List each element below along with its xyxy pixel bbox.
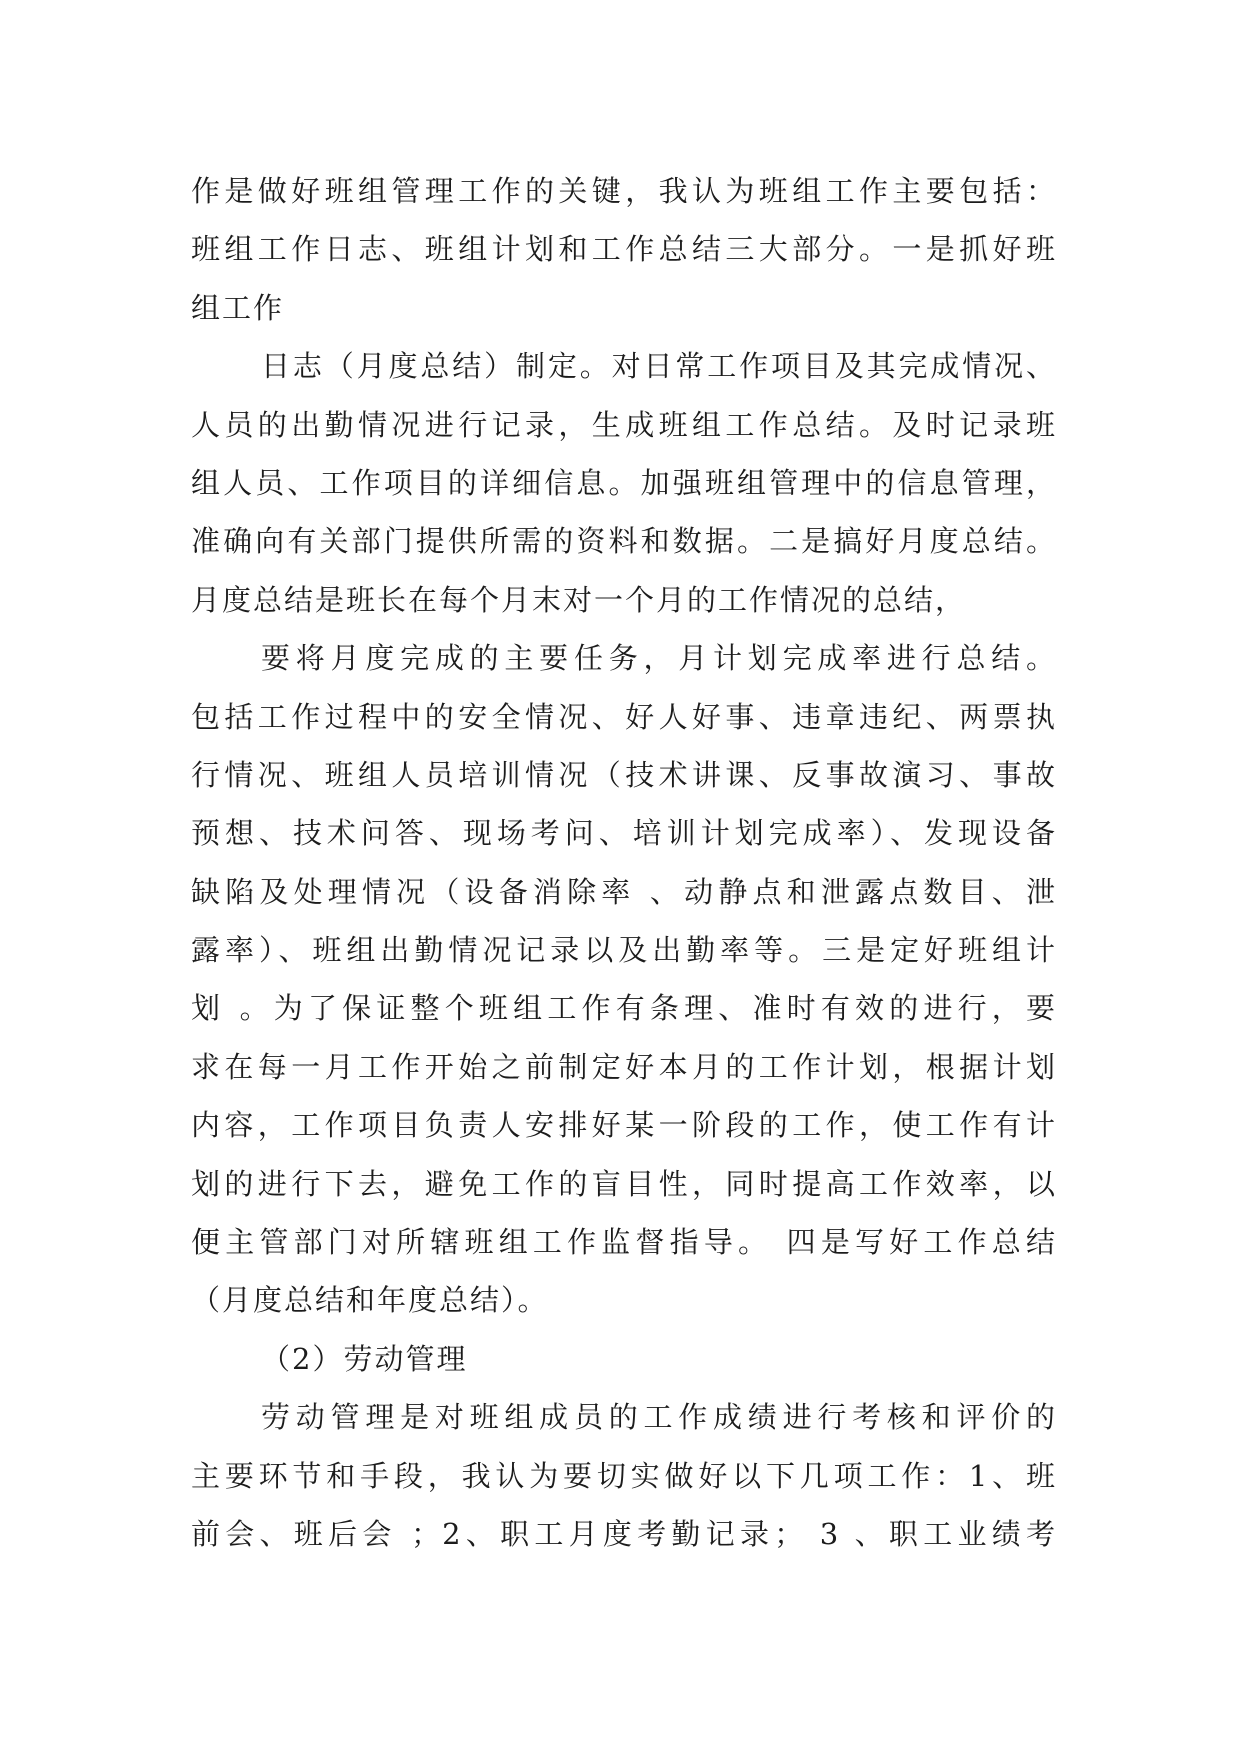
text-line: 主要环节和手段，我认为要切实做好以下几项工作：1、班: [191, 1458, 1057, 1493]
text-line: 缺陷及处理情况（设备消除率 、动静点和泄露点数目、泄: [191, 874, 1057, 909]
text-line: 露率）、班组出勤情况记录以及出勤率等。三是定好班组计: [191, 933, 1057, 968]
paragraph: [191, 337, 1057, 629]
text-line: 班组工作日志、班组计划和工作总结三大部分。一是抓好班: [191, 232, 1057, 267]
section-heading: [191, 1330, 1057, 1388]
paragraph: [191, 1388, 1057, 1563]
text-line: 便主管部门对所辖班组工作监督指导。 四是写好工作总结: [191, 1225, 1057, 1260]
paragraph: [191, 162, 1057, 337]
text-line: 组人员、工作项目的详细信息。加强班组管理中的信息管理，: [191, 465, 1057, 500]
paragraph: [191, 629, 1057, 1330]
text-line: 求在每一月工作开始之前制定好本月的工作计划，根据计划: [191, 1049, 1057, 1084]
text-line: （月度总结和年度总结）。: [191, 1283, 549, 1318]
heading-line: （2）劳动管理: [261, 1341, 468, 1376]
text-line: 内容，工作项目负责人安排好某一阶段的工作，使工作有计: [191, 1108, 1057, 1143]
text-line: 日志（月度总结）制定。对日常工作项目及其完成情况、: [261, 349, 1057, 384]
text-line: 组工作: [191, 290, 285, 325]
text-line: 准确向有关部门提供所需的资料和数据。二是搞好月度总结。: [191, 524, 1057, 559]
body-text: [191, 162, 1057, 1563]
text-line: 划 。为了保证整个班组工作有条理、准时有效的进行，要: [191, 991, 1057, 1026]
text-line: 月度总结是班长在每个月末对一个月的工作情况的总结，: [191, 582, 967, 617]
text-line: 划的进行下去，避免工作的盲目性，同时提高工作效率，以: [191, 1166, 1057, 1201]
text-line: 作是做好班组管理工作的关键，我认为班组工作主要包括：: [191, 174, 1057, 208]
text-line: 包括工作过程中的安全情况、好人好事、违章违纪、两票执: [191, 699, 1057, 734]
text-line: 行情况、班组人员培训情况（技术讲课、反事故演习、事故: [191, 757, 1057, 792]
text-line: 要将月度完成的主要任务，月计划完成率进行总结。: [261, 641, 1057, 676]
text-line: 预想、技术问答、现场考问、培训计划完成率）、发现设备: [191, 816, 1057, 851]
text-line: 前会、班后会 ；2、职工月度考勤记录； 3 、职工业绩考: [191, 1516, 1057, 1551]
text-line: 劳动管理是对班组成员的工作成绩进行考核和评价的: [261, 1400, 1057, 1435]
text-line: 人员的出勤情况进行记录，生成班组工作总结。及时记录班: [191, 407, 1057, 442]
